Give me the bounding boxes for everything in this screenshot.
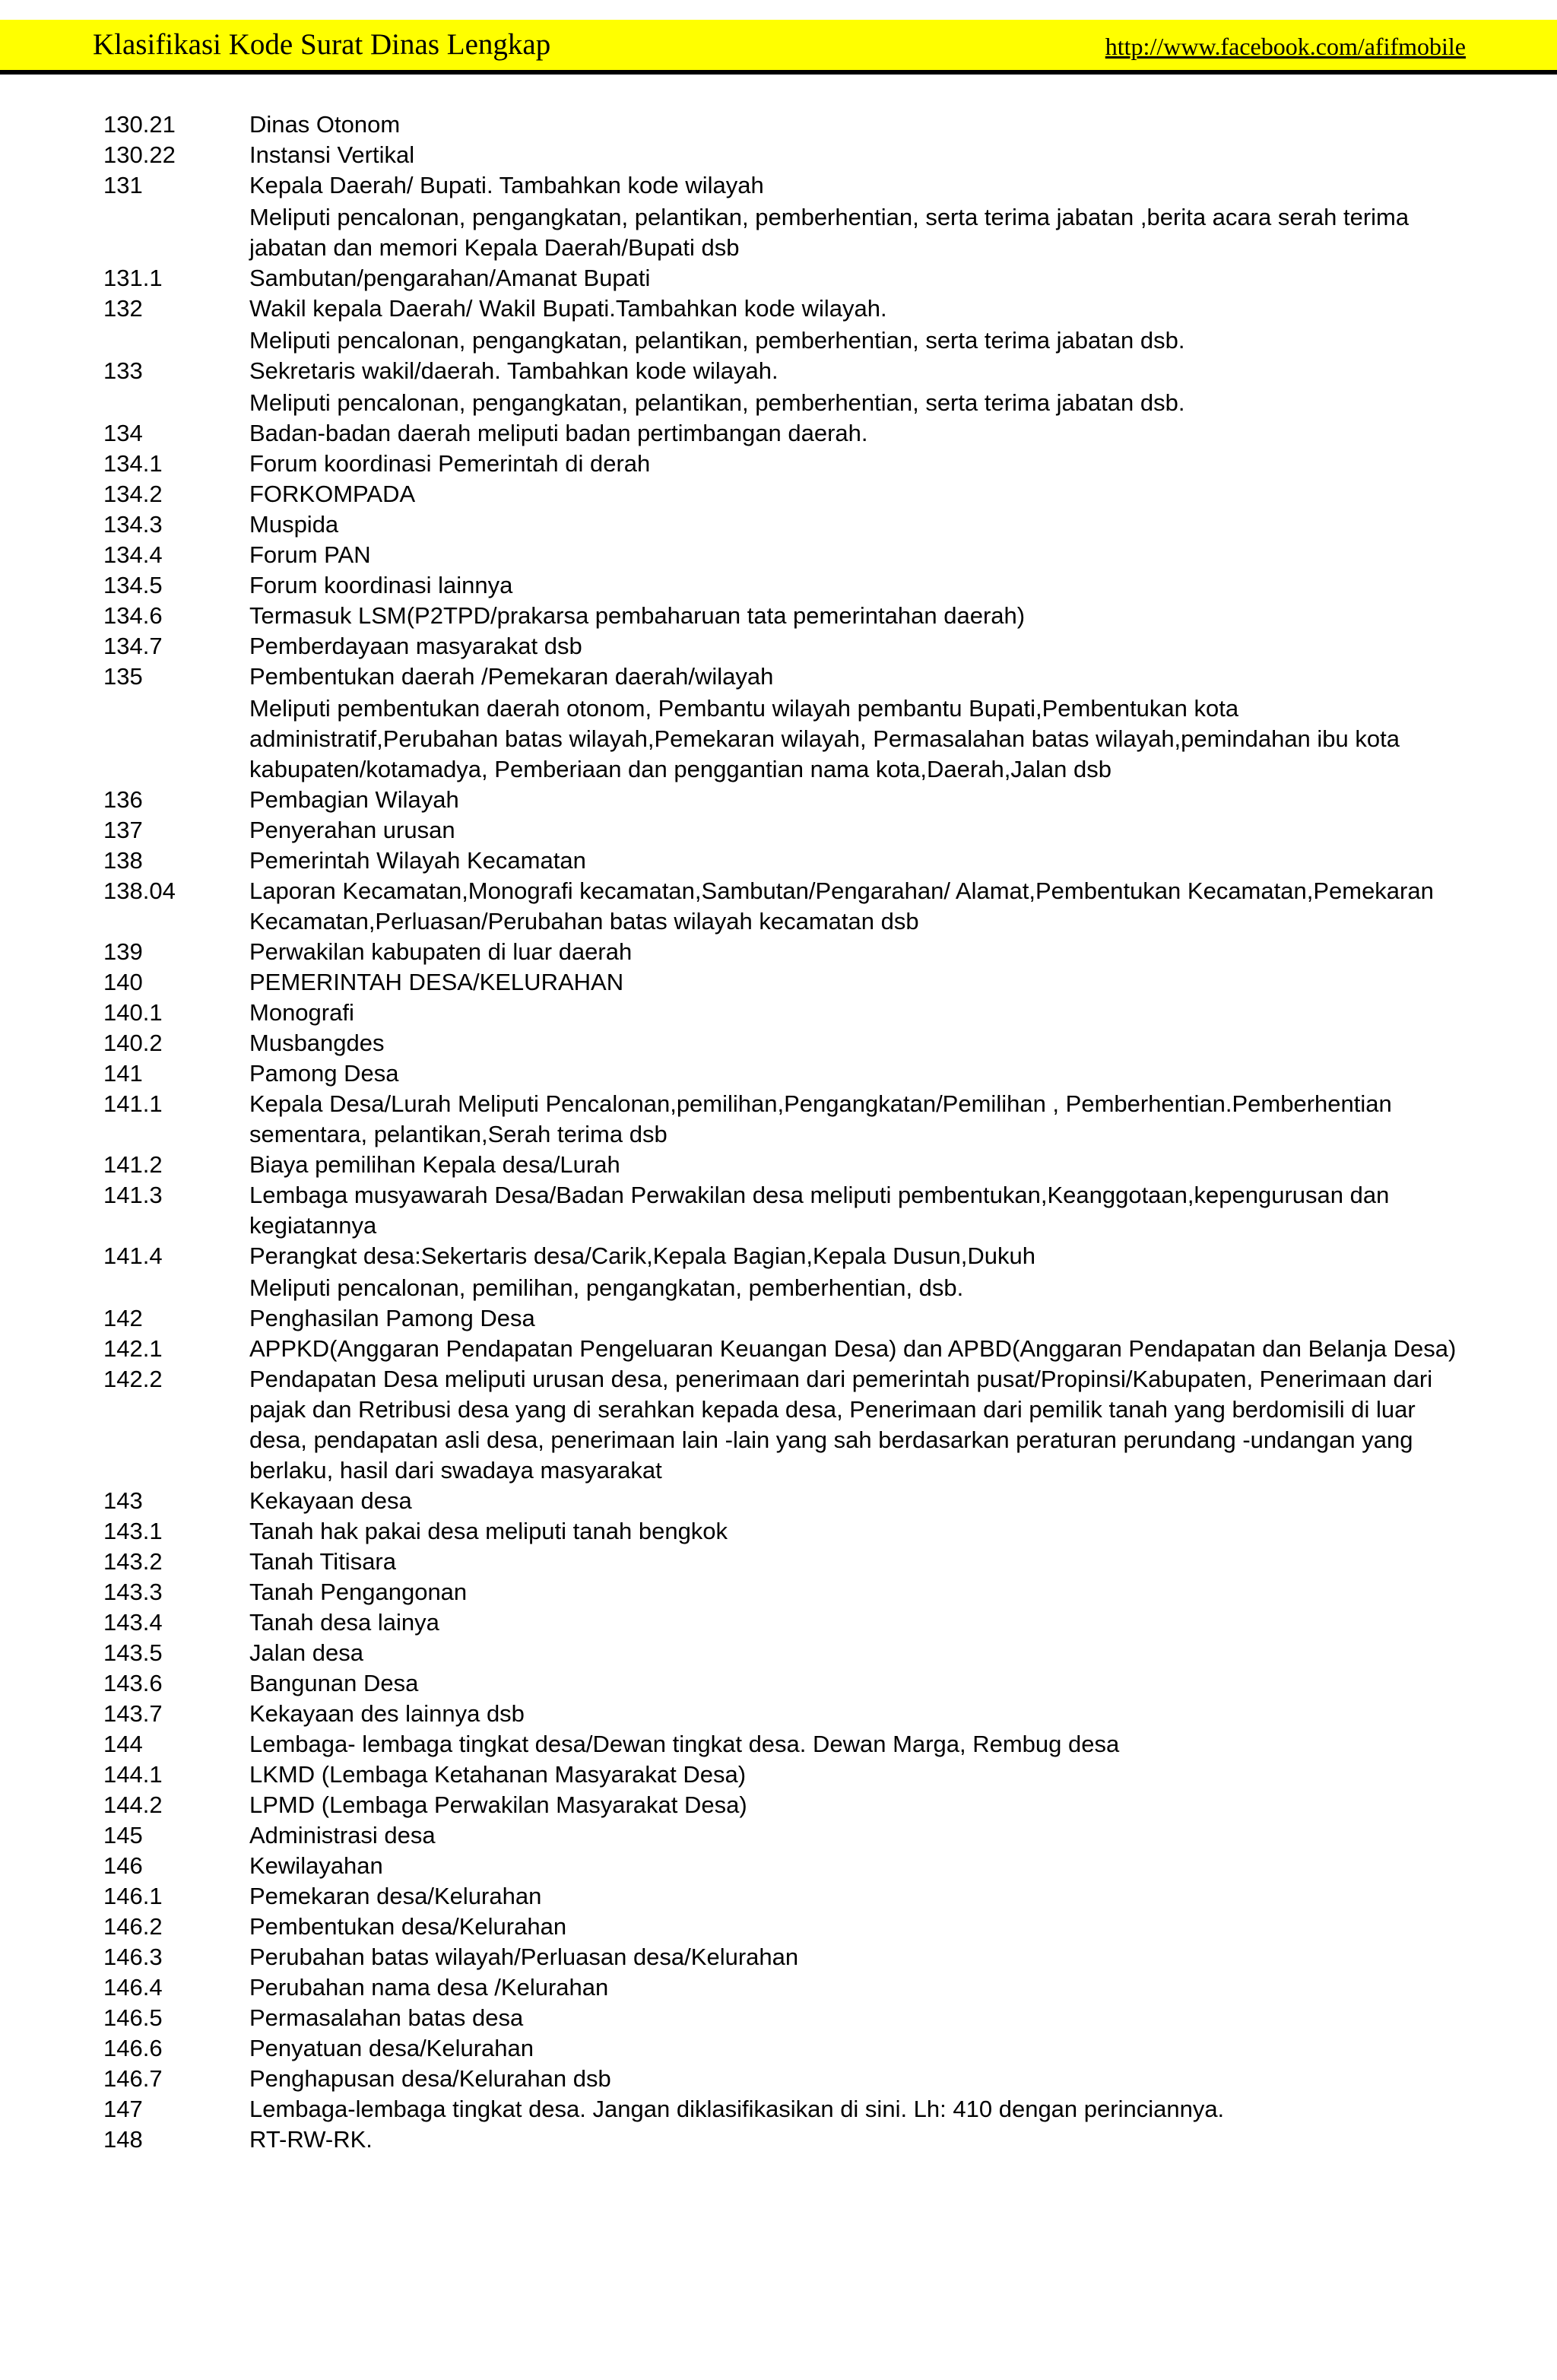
classification-row	[103, 1820, 1464, 1851]
description-text: Lembaga- lembaga tingkat desa/Dewan tingkat desa. Dewan Marga, Rembug desa	[249, 1731, 1120, 1757]
classification-description	[249, 2033, 1464, 2064]
description-text: Lembaga-lembaga tingkat desa. Jangan diklasifikasikan di sini. Lh: 410 dengan perinciannya.	[249, 2096, 1225, 2122]
classification-code: 143	[103, 1487, 143, 1514]
description-detail: Meliputi pencalonan, pengangkatan, pelantikan, pemberhentian, serta terima jabatan ,berita acara serah terima jabatan dan memori Kepala Daerah/Bupati dsb	[249, 204, 1410, 261]
classification-row	[103, 1547, 1464, 1577]
classification-code: 134.5	[103, 572, 163, 598]
description-text: Forum koordinasi Pemerintah di derah	[249, 450, 651, 477]
classification-code: 144.1	[103, 1761, 163, 1788]
description-text: Biaya pemilihan Kepala desa/Lurah	[249, 1151, 620, 1178]
classification-description	[249, 294, 1464, 356]
classification-description	[249, 2064, 1464, 2094]
classification-row	[103, 1881, 1464, 1912]
description-text: Pemberdayaan masyarakat dsb	[249, 633, 582, 659]
classification-code: 140.2	[103, 1030, 163, 1056]
description-text: Musbangdes	[249, 1030, 385, 1056]
classification-description	[249, 785, 1464, 815]
classification-code: 141.3	[103, 1182, 163, 1208]
classification-row	[103, 2094, 1464, 2125]
classification-description	[249, 1851, 1464, 1881]
classification-code: 130.21	[103, 111, 176, 138]
classification-row	[103, 998, 1464, 1028]
classification-description	[249, 601, 1464, 631]
classification-code: 140	[103, 969, 143, 995]
classification-code: 146.5	[103, 2004, 163, 2031]
classification-description	[249, 1334, 1464, 1364]
document-header	[0, 20, 1557, 75]
classification-row	[103, 2064, 1464, 2094]
description-text: Penyatuan desa/Kelurahan	[249, 2035, 534, 2061]
description-text: FORKOMPADA	[249, 481, 416, 507]
description-detail: Meliputi pencalonan, pengangkatan, pelantikan, pemberhentian, serta terima jabatan dsb.	[249, 389, 1185, 416]
classification-row	[103, 876, 1464, 937]
classification-row	[103, 1577, 1464, 1607]
description-text: Tanah desa lainya	[249, 1609, 439, 1636]
description-text: Pamong Desa	[249, 1060, 399, 1087]
classification-row	[103, 1851, 1464, 1881]
classification-row	[103, 1334, 1464, 1364]
classification-description	[249, 1668, 1464, 1699]
classification-code: 148	[103, 2126, 143, 2153]
classification-description	[249, 1364, 1464, 1486]
classification-row	[103, 1241, 1464, 1303]
classification-description	[249, 2003, 1464, 2033]
classification-description	[249, 1729, 1464, 1760]
classification-row	[103, 1150, 1464, 1180]
classification-row	[103, 1668, 1464, 1699]
classification-code: 139	[103, 938, 143, 965]
description-text: Monografi	[249, 999, 354, 1026]
classification-description	[249, 1972, 1464, 2003]
classification-code: 131	[103, 172, 143, 198]
classification-code: 138.04	[103, 877, 176, 904]
classification-code: 134	[103, 420, 143, 446]
classification-code: 142.2	[103, 1366, 163, 1392]
classification-row	[103, 1180, 1464, 1241]
description-text: Termasuk LSM(P2TPD/prakarsa pembaharuan tata pemerintahan daerah)	[249, 602, 1026, 629]
classification-code: 141.1	[103, 1090, 163, 1117]
classification-row	[103, 662, 1464, 785]
description-text: LKMD (Lembaga Ketahanan Masyarakat Desa)	[249, 1761, 747, 1788]
classification-description	[249, 662, 1464, 785]
classification-row	[103, 1912, 1464, 1942]
classification-row	[103, 937, 1464, 967]
classification-code: 134.7	[103, 633, 163, 659]
description-detail: Meliputi pencalonan, pengangkatan, pelantikan, pemberhentian, serta terima jabatan dsb.	[249, 327, 1185, 354]
classification-row	[103, 785, 1464, 815]
classification-description	[249, 1516, 1464, 1547]
description-text: Penghasilan Pamong Desa	[249, 1305, 535, 1331]
classification-row	[103, 1516, 1464, 1547]
classification-description	[249, 1486, 1464, 1516]
classification-row	[103, 1364, 1464, 1486]
classification-description	[249, 1942, 1464, 1972]
classification-row	[103, 170, 1464, 263]
classification-code: 142.1	[103, 1335, 163, 1362]
classification-description	[249, 876, 1464, 937]
description-text: Kekayaan des lainnya dsb	[249, 1700, 525, 1727]
description-text: Kepala Desa/Lurah Meliputi Pencalonan,pemilihan,Pengangkatan/Pemilihan , Pemberhentian.Pemberhentian sementara, pelantikan,Serah terima dsb	[249, 1090, 1392, 1147]
classification-row	[103, 570, 1464, 601]
classification-row	[103, 1760, 1464, 1790]
description-text: APPKD(Anggaran Pendapatan Pengeluaran Keuangan Desa) dan APBD(Anggaran Pendapatan dan Belanja Desa)	[249, 1335, 1457, 1362]
classification-description	[249, 967, 1464, 998]
classification-code: 131.1	[103, 265, 163, 291]
description-detail: Meliputi pencalonan, pemilihan, pengangkatan, pemberhentian, dsb.	[249, 1274, 964, 1301]
classification-code: 134.6	[103, 602, 163, 629]
description-detail: Meliputi pembentukan daerah otonom, Pembantu wilayah pembantu Bupati,Pembentukan kota administratif,Perubahan batas wilayah,Pemekaran wilayah, Permasalahan batas wilayah,pemindahan ibu kota kabupaten/kotamadya, Pemberiaan dan penggantian nama kota,Daerah,Jalan dsb	[249, 695, 1400, 782]
description-text: Pendapatan Desa meliputi urusan desa, penerimaan dari pemerintah pusat/Propinsi/Kabupaten, Penerimaan dari pajak dan Retribusi desa yang di serahkan kepada desa, Penerimaan dari pemilik tanah yang berdomisili di luar desa, pendapatan asli desa, penerimaan lain -lain yang sah berdasarkan peraturan perundang -undangan yang berlaku, hasil dari swadaya masyarakat	[249, 1366, 1433, 1484]
classification-description	[249, 540, 1464, 570]
classification-row	[103, 631, 1464, 662]
classification-description	[249, 937, 1464, 967]
classification-description	[249, 170, 1464, 263]
classification-row	[103, 2003, 1464, 2033]
classification-description	[249, 1547, 1464, 1577]
classification-row	[103, 1942, 1464, 1972]
classification-code: 132	[103, 295, 143, 322]
description-text: Administrasi desa	[249, 1822, 436, 1848]
classification-description	[249, 479, 1464, 509]
classification-code: 130.22	[103, 141, 176, 168]
classification-description	[249, 1028, 1464, 1058]
description-text: Kewilayahan	[249, 1852, 383, 1879]
classification-row	[103, 1638, 1464, 1668]
classification-code: 140.1	[103, 999, 163, 1026]
classification-row	[103, 1486, 1464, 1516]
classification-row	[103, 109, 1464, 140]
classification-code: 146	[103, 1852, 143, 1879]
classification-description	[249, 1790, 1464, 1820]
classification-row	[103, 509, 1464, 540]
facebook-link[interactable]: http://www.facebook.com/afifmobile	[1105, 33, 1466, 60]
description-text: Bangunan Desa	[249, 1670, 419, 1696]
classification-description	[249, 1303, 1464, 1334]
classification-description	[249, 109, 1464, 140]
description-text: Instansi Vertikal	[249, 141, 415, 168]
description-text: RT-RW-RK.	[249, 2126, 373, 2153]
classification-code: 143.5	[103, 1639, 163, 1666]
classification-row	[103, 1058, 1464, 1089]
classification-row	[103, 1303, 1464, 1334]
classification-description	[249, 2125, 1464, 2155]
description-text: Pembentukan desa/Kelurahan	[249, 1913, 567, 1940]
description-text: Jalan desa	[249, 1639, 363, 1666]
classification-row	[103, 846, 1464, 876]
classification-description	[249, 449, 1464, 479]
classification-code: 141	[103, 1060, 143, 1087]
classification-row	[103, 1790, 1464, 1820]
classification-code: 141.4	[103, 1242, 163, 1269]
description-text: Permasalahan batas desa	[249, 2004, 524, 2031]
classification-code: 135	[103, 663, 143, 690]
classification-code: 137	[103, 817, 143, 843]
classification-code: 141.2	[103, 1151, 163, 1178]
classification-code: 143.3	[103, 1579, 163, 1605]
classification-description	[249, 140, 1464, 170]
description-text: Badan-badan daerah meliputi badan pertimbangan daerah.	[249, 420, 868, 446]
classification-code: 134.4	[103, 541, 163, 568]
document-title: Klasifikasi Kode Surat Dinas Lengkap	[93, 28, 551, 61]
classification-row	[103, 1729, 1464, 1760]
description-text: Perubahan batas wilayah/Perluasan desa/Kelurahan	[249, 1944, 799, 1970]
classification-row	[103, 1699, 1464, 1729]
description-text: Pemerintah Wilayah Kecamatan	[249, 847, 586, 874]
description-text: Kekayaan desa	[249, 1487, 412, 1514]
description-text: Tanah Titisara	[249, 1548, 396, 1575]
classification-description	[249, 846, 1464, 876]
classification-code: 146.3	[103, 1944, 163, 1970]
description-text: Lembaga musyawarah Desa/Badan Perwakilan desa meliputi pembentukan,Keanggotaan,kepengurusan dan kegiatannya	[249, 1182, 1390, 1239]
classification-description	[249, 1607, 1464, 1638]
classification-description	[249, 815, 1464, 846]
classification-code: 146.6	[103, 2035, 163, 2061]
classification-code: 147	[103, 2096, 143, 2122]
description-text: Perubahan nama desa /Kelurahan	[249, 1974, 609, 2001]
classification-row	[103, 263, 1464, 294]
classification-description	[249, 509, 1464, 540]
classification-row	[103, 2033, 1464, 2064]
classification-code: 133	[103, 357, 143, 384]
classification-row	[103, 1089, 1464, 1150]
description-text: Dinas Otonom	[249, 111, 401, 138]
description-text: Sambutan/pengarahan/Amanat Bupati	[249, 265, 651, 291]
classification-code: 143.7	[103, 1700, 163, 1727]
description-text: PEMERINTAH DESA/KELURAHAN	[249, 969, 624, 995]
classification-description	[249, 1241, 1464, 1303]
classification-row	[103, 601, 1464, 631]
classification-code: 146.2	[103, 1913, 163, 1940]
classification-row	[103, 356, 1464, 418]
classification-row	[103, 479, 1464, 509]
classification-description	[249, 1180, 1464, 1241]
description-text: Forum PAN	[249, 541, 371, 568]
classification-row	[103, 540, 1464, 570]
classification-code: 144	[103, 1731, 143, 1757]
classification-code: 144.2	[103, 1791, 163, 1818]
classification-description	[249, 418, 1464, 449]
classification-description	[249, 998, 1464, 1028]
description-text: Sekretaris wakil/daerah. Tambahkan kode wilayah.	[249, 357, 778, 384]
classification-list	[103, 109, 1464, 2155]
description-text: Muspida	[249, 511, 339, 538]
classification-row	[103, 1972, 1464, 2003]
classification-description	[249, 1150, 1464, 1180]
classification-code: 134.3	[103, 511, 163, 538]
classification-description	[249, 2094, 1464, 2125]
classification-description	[249, 570, 1464, 601]
classification-description	[249, 1577, 1464, 1607]
classification-code: 143.1	[103, 1518, 163, 1544]
classification-code: 146.7	[103, 2065, 163, 2092]
classification-code: 145	[103, 1822, 143, 1848]
classification-description	[249, 1089, 1464, 1150]
description-text: Tanah Pengangonan	[249, 1579, 468, 1605]
classification-code: 143.6	[103, 1670, 163, 1696]
description-text: Pemekaran desa/Kelurahan	[249, 1883, 542, 1909]
classification-row	[103, 294, 1464, 356]
description-text: Tanah hak pakai desa meliputi tanah bengkok	[249, 1518, 728, 1544]
classification-description	[249, 1881, 1464, 1912]
classification-description	[249, 1058, 1464, 1089]
classification-row	[103, 1028, 1464, 1058]
classification-description	[249, 1760, 1464, 1790]
classification-code: 143.4	[103, 1609, 163, 1636]
classification-description	[249, 1912, 1464, 1942]
description-text: Penyerahan urusan	[249, 817, 455, 843]
description-text: LPMD (Lembaga Perwakilan Masyarakat Desa)	[249, 1791, 747, 1818]
classification-description	[249, 356, 1464, 418]
classification-row	[103, 418, 1464, 449]
classification-description	[249, 1820, 1464, 1851]
classification-code: 146.4	[103, 1974, 163, 2001]
description-text: Pembentukan daerah /Pemekaran daerah/wilayah	[249, 663, 774, 690]
description-text: Perangkat desa:Sekertaris desa/Carik,Kepala Bagian,Kepala Dusun,Dukuh	[249, 1242, 1035, 1269]
classification-description	[249, 631, 1464, 662]
classification-code: 143.2	[103, 1548, 163, 1575]
classification-description	[249, 1699, 1464, 1729]
classification-description	[249, 263, 1464, 294]
classification-row	[103, 1607, 1464, 1638]
description-text: Perwakilan kabupaten di luar daerah	[249, 938, 633, 965]
classification-code: 134.2	[103, 481, 163, 507]
classification-code: 146.1	[103, 1883, 163, 1909]
classification-code: 138	[103, 847, 143, 874]
classification-row	[103, 140, 1464, 170]
classification-row	[103, 815, 1464, 846]
classification-row	[103, 449, 1464, 479]
description-text: Forum koordinasi lainnya	[249, 572, 513, 598]
description-text: Pembagian Wilayah	[249, 786, 459, 813]
classification-description	[249, 1638, 1464, 1668]
classification-row	[103, 967, 1464, 998]
classification-row	[103, 2125, 1464, 2155]
description-text: Laporan Kecamatan,Monografi kecamatan,Sambutan/Pengarahan/ Alamat,Pembentukan Kecamatan,Pemekaran Kecamatan,Perluasan/Perubahan batas wilayah kecamatan dsb	[249, 877, 1434, 935]
description-text: Penghapusan desa/Kelurahan dsb	[249, 2065, 611, 2092]
classification-code: 136	[103, 786, 143, 813]
classification-code: 134.1	[103, 450, 163, 477]
description-text: Wakil kepala Daerah/ Wakil Bupati.Tambahkan kode wilayah.	[249, 295, 887, 322]
classification-code: 142	[103, 1305, 143, 1331]
description-text: Kepala Daerah/ Bupati. Tambahkan kode wilayah	[249, 172, 764, 198]
